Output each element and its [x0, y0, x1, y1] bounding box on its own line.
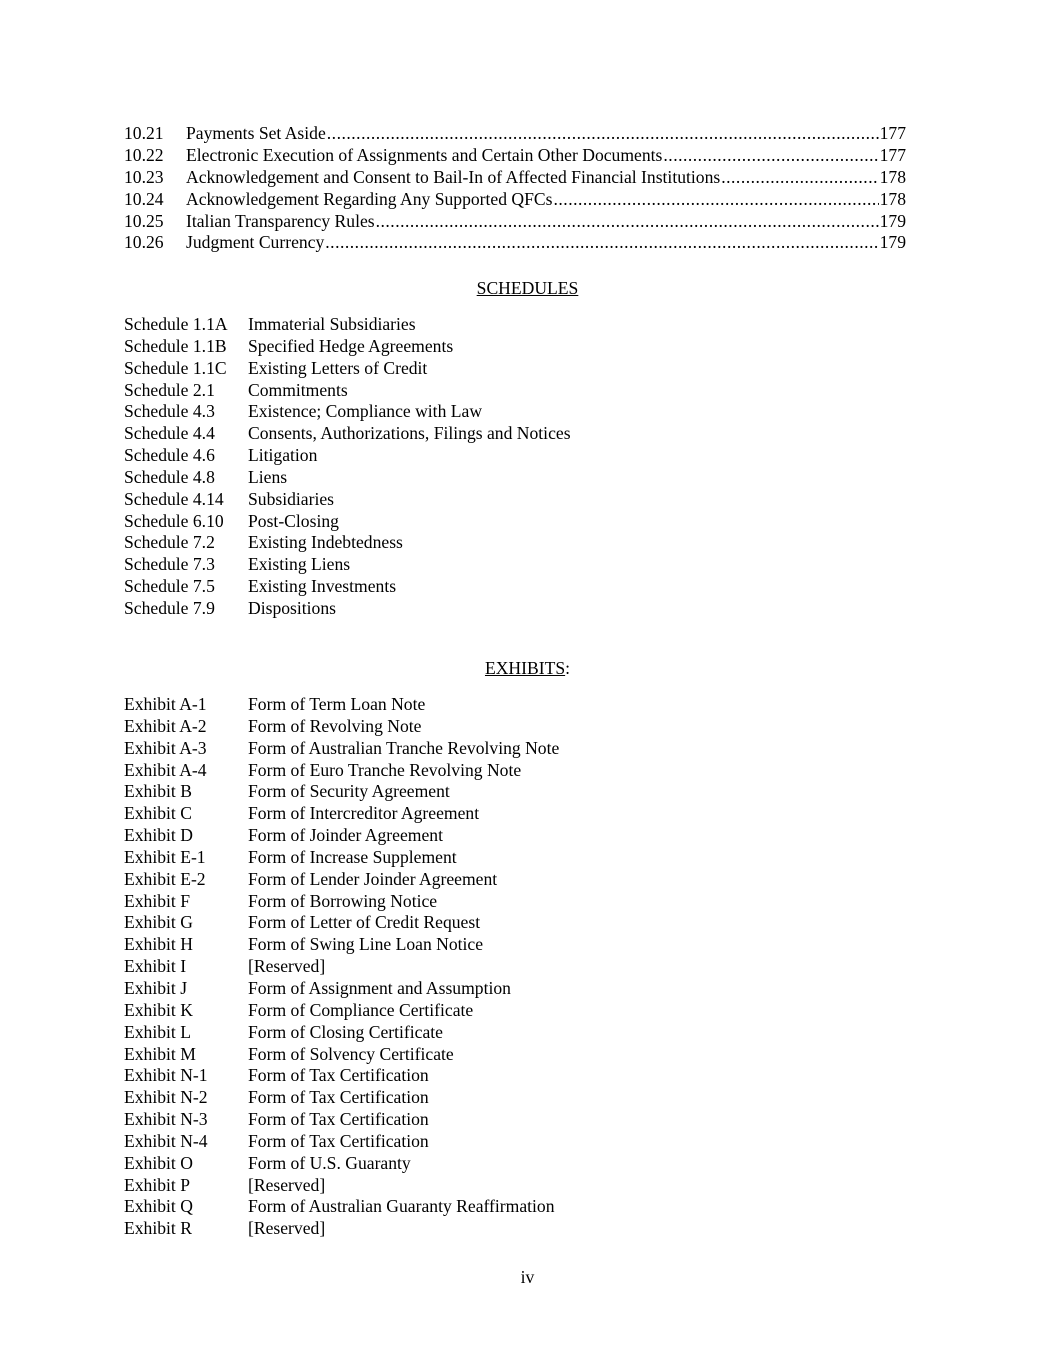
exhibit-title: Form of Lender Joinder Agreement [248, 868, 498, 889]
toc-section-title: Acknowledgement and Consent to Bail-In of Affected Financial Institutions [186, 166, 721, 187]
toc-page-number: 177 [879, 123, 906, 143]
exhibit-title: Form of Term Loan Note [248, 694, 426, 714]
schedule-title: Litigation [248, 445, 318, 466]
exhibit-entry [124, 1065, 924, 1087]
schedule-title: Post-Closing [248, 510, 339, 531]
schedule-label: Schedule 7.3 [124, 554, 215, 575]
exhibit-entry [124, 956, 924, 978]
exhibit-title: Form of Borrowing Notice [248, 890, 438, 911]
toc-entry [124, 123, 906, 145]
exhibit-label: Exhibit I [124, 956, 187, 977]
exhibit-entry [124, 716, 924, 738]
schedules-list [124, 314, 924, 620]
toc-page-number: 179 [879, 232, 906, 253]
toc-leader-dots [663, 145, 878, 167]
exhibit-label: Exhibit N-2 [124, 1087, 208, 1108]
toc-entry [124, 189, 906, 211]
toc-page-number: 179 [879, 210, 906, 231]
exhibit-entry [124, 1218, 924, 1240]
exhibit-entry [124, 738, 924, 760]
exhibit-title: Form of Tax Certification [248, 1109, 429, 1130]
toc-section-number: 10.23 [124, 166, 164, 187]
exhibit-label: Exhibit Q [124, 1196, 193, 1217]
exhibit-label: Exhibit B [124, 781, 192, 802]
exhibit-label: Exhibit A-4 [124, 759, 207, 780]
schedule-title: Existing Indebtedness [248, 532, 403, 553]
exhibit-entry [124, 803, 924, 825]
exhibit-label: Exhibit H [124, 934, 193, 955]
schedule-entry [124, 532, 924, 554]
schedule-title: Immaterial Subsidiaries [248, 314, 416, 334]
schedule-entry [124, 445, 924, 467]
schedule-entry [124, 598, 924, 620]
schedules-heading [0, 277, 1055, 299]
exhibit-label: Exhibit O [124, 1152, 193, 1173]
schedule-entry [124, 401, 924, 423]
schedule-title: Commitments [248, 379, 348, 400]
exhibit-entry [124, 1087, 924, 1109]
schedule-title: Subsidiaries [248, 488, 335, 509]
exhibit-entry [124, 1175, 924, 1197]
toc-section-title: Acknowledgement Regarding Any Supported QFCs [186, 188, 553, 209]
exhibit-title: Form of Solvency Certificate [248, 1043, 454, 1064]
exhibit-entry [124, 1022, 924, 1044]
schedule-label: Schedule 7.2 [124, 532, 215, 553]
exhibits-list [124, 694, 924, 1240]
table-of-contents [124, 123, 906, 254]
exhibit-title: [Reserved] [248, 1218, 326, 1239]
toc-leader-dots [327, 123, 879, 145]
page-number: iv [520, 1267, 535, 1287]
exhibit-title: Form of Increase Supplement [248, 846, 457, 867]
exhibit-label: Exhibit D [124, 825, 193, 846]
schedule-entry [124, 358, 924, 380]
exhibit-entry [124, 891, 924, 913]
exhibit-title: [Reserved] [248, 956, 326, 977]
schedule-title: Existing Investments [248, 576, 397, 597]
schedule-entry [124, 423, 924, 445]
schedule-label: Schedule 1.1B [124, 335, 227, 356]
exhibit-title: Form of U.S. Guaranty [248, 1152, 411, 1173]
exhibit-title: Form of Revolving Note [248, 715, 422, 736]
schedule-label: Schedule 6.10 [124, 510, 224, 531]
exhibit-label: Exhibit A-1 [124, 694, 207, 714]
exhibit-entry [124, 1044, 924, 1066]
toc-section-title: Judgment Currency [186, 232, 325, 253]
toc-leader-dots [554, 189, 879, 211]
toc-section-title: Payments Set Aside [186, 123, 326, 143]
schedule-label: Schedule 4.4 [124, 423, 215, 444]
exhibit-entry [124, 1109, 924, 1131]
toc-section-title: Italian Transparency Rules [186, 210, 375, 231]
schedule-title: Existing Letters of Credit [248, 357, 428, 378]
toc-section-number: 10.22 [124, 144, 164, 165]
exhibit-entry [124, 1000, 924, 1022]
exhibit-title: Form of Euro Tranche Revolving Note [248, 759, 522, 780]
schedule-entry [124, 554, 924, 576]
exhibit-label: Exhibit G [124, 912, 193, 933]
toc-page-number: 178 [879, 188, 906, 209]
schedule-entry [124, 489, 924, 511]
schedule-entry [124, 467, 924, 489]
toc-entry [124, 232, 906, 254]
exhibit-title: Form of Tax Certification [248, 1087, 429, 1108]
exhibit-title: Form of Security Agreement [248, 781, 450, 802]
exhibit-label: Exhibit A-2 [124, 715, 207, 736]
schedule-title: Existing Liens [248, 554, 351, 575]
exhibit-label: Exhibit K [124, 999, 193, 1020]
exhibit-entry [124, 781, 924, 803]
exhibit-title: Form of Letter of Credit Request [248, 912, 481, 933]
exhibit-entry [124, 912, 924, 934]
exhibit-label: Exhibit E-2 [124, 868, 206, 889]
toc-entry [124, 145, 906, 167]
schedule-label: Schedule 4.6 [124, 445, 215, 466]
schedule-label: Schedule 4.14 [124, 488, 224, 509]
schedule-entry [124, 336, 924, 358]
exhibit-label: Exhibit N-4 [124, 1130, 208, 1151]
toc-section-number: 10.21 [124, 123, 164, 143]
exhibit-label: Exhibit M [124, 1043, 196, 1064]
schedule-entry [124, 511, 924, 533]
exhibit-label: Exhibit L [124, 1021, 191, 1042]
exhibit-label: Exhibit J [124, 977, 188, 998]
toc-section-number: 10.25 [124, 210, 164, 231]
exhibit-title: Form of Intercreditor Agreement [248, 803, 480, 824]
schedule-label: Schedule 4.3 [124, 401, 215, 422]
exhibits-heading [0, 657, 1055, 679]
exhibit-title: Form of Assignment and Assumption [248, 977, 511, 998]
exhibit-title: Form of Tax Certification [248, 1130, 429, 1151]
schedule-label: Schedule 7.5 [124, 576, 215, 597]
schedule-title: Liens [248, 466, 288, 487]
toc-leader-dots [325, 232, 878, 254]
toc-page-number: 177 [879, 144, 906, 165]
schedule-label: Schedule 2.1 [124, 379, 215, 400]
toc-section-title: Electronic Execution of Assignments and Certain Other Documents [186, 144, 663, 165]
toc-section-number: 10.24 [124, 188, 164, 209]
schedule-title: Existence; Compliance with Law [248, 401, 483, 422]
schedule-title: Specified Hedge Agreements [248, 335, 454, 356]
exhibit-title: Form of Australian Guaranty Reaffirmation [248, 1196, 555, 1217]
exhibit-title: Form of Compliance Certificate [248, 999, 474, 1020]
schedule-entry [124, 314, 924, 336]
exhibit-title: Form of Australian Tranche Revolving Note [248, 737, 560, 758]
schedules-heading-text: SCHEDULES [476, 278, 579, 298]
exhibit-title: Form of Swing Line Loan Notice [248, 934, 484, 955]
exhibits-heading-text: EXHIBITS [484, 658, 566, 678]
exhibit-label: Exhibit P [124, 1174, 190, 1195]
toc-entry [124, 167, 906, 189]
exhibit-label: Exhibit F [124, 890, 190, 911]
exhibit-entry [124, 847, 924, 869]
exhibit-title: Form of Closing Certificate [248, 1021, 443, 1042]
exhibit-title: Form of Tax Certification [248, 1065, 429, 1086]
schedule-label: Schedule 4.8 [124, 466, 215, 487]
exhibit-label: Exhibit N-1 [124, 1065, 208, 1086]
toc-page-number: 178 [879, 166, 906, 187]
schedule-title: Consents, Authorizations, Filings and Notices [248, 423, 571, 444]
exhibit-entry [124, 1153, 924, 1175]
exhibit-entry [124, 694, 924, 716]
exhibit-entry [124, 1196, 924, 1218]
toc-leader-dots [721, 167, 878, 189]
exhibit-label: Exhibit R [124, 1218, 192, 1239]
exhibit-title: [Reserved] [248, 1174, 326, 1195]
toc-leader-dots [376, 211, 879, 233]
schedule-label: Schedule 7.9 [124, 597, 215, 618]
exhibit-entry [124, 934, 924, 956]
exhibit-label: Exhibit A-3 [124, 737, 207, 758]
schedule-entry [124, 380, 924, 402]
exhibit-entry [124, 760, 924, 782]
schedule-label: Schedule 1.1C [124, 357, 227, 378]
exhibit-entry [124, 978, 924, 1000]
schedule-entry [124, 576, 924, 598]
exhibit-entry [124, 1131, 924, 1153]
exhibit-label: Exhibit C [124, 803, 192, 824]
exhibit-title: Form of Joinder Agreement [248, 825, 443, 846]
exhibits-heading-suffix: : [565, 658, 571, 678]
schedule-label: Schedule 1.1A [124, 314, 228, 334]
toc-section-number: 10.26 [124, 232, 164, 253]
exhibit-label: Exhibit E-1 [124, 846, 206, 867]
exhibit-entry [124, 825, 924, 847]
exhibit-label: Exhibit N-3 [124, 1109, 208, 1130]
schedule-title: Dispositions [248, 597, 336, 618]
toc-entry [124, 211, 906, 233]
exhibit-entry [124, 869, 924, 891]
